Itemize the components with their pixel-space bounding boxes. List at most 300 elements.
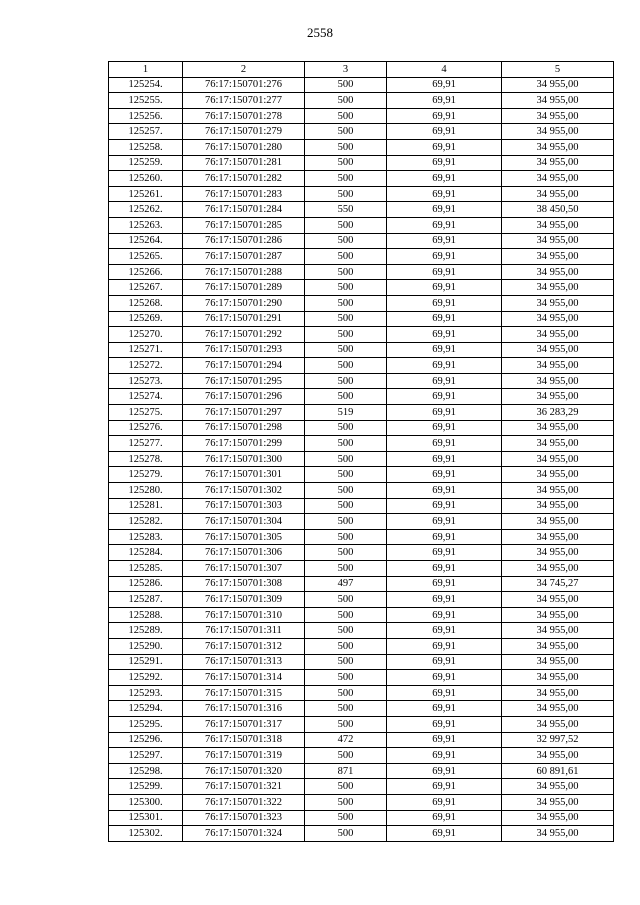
rate-cell: 69,91 [387,498,502,514]
row-number-cell: 125293. [109,685,183,701]
area-cell: 500 [305,311,387,327]
cadastral-number-cell: 76:17:150701:296 [183,389,305,405]
cadastral-number-cell: 76:17:150701:276 [183,77,305,93]
area-cell: 500 [305,186,387,202]
amount-cell: 34 955,00 [502,467,614,483]
rate-cell: 69,91 [387,545,502,561]
rate-cell: 69,91 [387,436,502,452]
area-cell: 550 [305,202,387,218]
table-row [109,561,614,577]
area-cell: 500 [305,529,387,545]
cadastral-number-cell: 76:17:150701:301 [183,467,305,483]
amount-cell: 34 955,00 [502,93,614,109]
amount-cell: 34 955,00 [502,124,614,140]
table-row [109,732,614,748]
rate-cell: 69,91 [387,701,502,717]
amount-cell: 36 283,29 [502,405,614,421]
table-row [109,607,614,623]
area-cell: 519 [305,405,387,421]
amount-cell: 34 955,00 [502,779,614,795]
rate-cell: 69,91 [387,93,502,109]
amount-cell: 34 955,00 [502,483,614,499]
row-number-cell: 125269. [109,311,183,327]
data-table [108,61,614,842]
row-number-cell: 125285. [109,561,183,577]
cadastral-number-cell: 76:17:150701:308 [183,576,305,592]
rate-cell: 69,91 [387,763,502,779]
cadastral-number-cell: 76:17:150701:314 [183,670,305,686]
table-row [109,77,614,93]
row-number-cell: 125292. [109,670,183,686]
cadastral-number-cell: 76:17:150701:290 [183,295,305,311]
rate-cell: 69,91 [387,327,502,343]
table-row [109,373,614,389]
table-row [109,139,614,155]
rate-cell: 69,91 [387,748,502,764]
cadastral-number-cell: 76:17:150701:280 [183,139,305,155]
table-header [109,62,614,78]
amount-cell: 34 955,00 [502,280,614,296]
table-row [109,295,614,311]
row-number-cell: 125296. [109,732,183,748]
amount-cell: 34 955,00 [502,77,614,93]
row-number-cell: 125262. [109,202,183,218]
cadastral-number-cell: 76:17:150701:313 [183,654,305,670]
area-cell: 500 [305,358,387,374]
column-header-2: 2 [183,62,305,78]
table-row [109,483,614,499]
area-cell: 500 [305,93,387,109]
row-number-cell: 125263. [109,217,183,233]
rate-cell: 69,91 [387,561,502,577]
amount-cell: 34 955,00 [502,638,614,654]
rate-cell: 69,91 [387,420,502,436]
table-row [109,327,614,343]
amount-cell: 34 955,00 [502,373,614,389]
area-cell: 500 [305,139,387,155]
row-number-cell: 125274. [109,389,183,405]
cadastral-number-cell: 76:17:150701:299 [183,436,305,452]
table-row [109,389,614,405]
area-cell: 500 [305,295,387,311]
amount-cell: 34 955,00 [502,794,614,810]
amount-cell: 34 955,00 [502,342,614,358]
area-cell: 500 [305,171,387,187]
area-cell: 500 [305,716,387,732]
rate-cell: 69,91 [387,280,502,296]
rate-cell: 69,91 [387,685,502,701]
area-cell: 500 [305,155,387,171]
table-row [109,124,614,140]
cadastral-number-cell: 76:17:150701:281 [183,155,305,171]
table-row [109,654,614,670]
area-cell: 500 [305,498,387,514]
cadastral-number-cell: 76:17:150701:324 [183,826,305,842]
rate-cell: 69,91 [387,467,502,483]
cadastral-number-cell: 76:17:150701:316 [183,701,305,717]
rate-cell: 69,91 [387,358,502,374]
rate-cell: 69,91 [387,342,502,358]
area-cell: 500 [305,561,387,577]
cadastral-number-cell: 76:17:150701:291 [183,311,305,327]
area-cell: 500 [305,108,387,124]
area-cell: 500 [305,264,387,280]
column-header-5: 5 [502,62,614,78]
cadastral-number-cell: 76:17:150701:282 [183,171,305,187]
cadastral-number-cell: 76:17:150701:288 [183,264,305,280]
area-cell: 500 [305,748,387,764]
row-number-cell: 125294. [109,701,183,717]
row-number-cell: 125299. [109,779,183,795]
table-row [109,155,614,171]
cadastral-number-cell: 76:17:150701:318 [183,732,305,748]
table-row [109,311,614,327]
cadastral-number-cell: 76:17:150701:298 [183,420,305,436]
row-number-cell: 125288. [109,607,183,623]
row-number-cell: 125267. [109,280,183,296]
area-cell: 500 [305,483,387,499]
row-number-cell: 125302. [109,826,183,842]
column-header-4: 4 [387,62,502,78]
table-row [109,779,614,795]
table-row [109,810,614,826]
rate-cell: 69,91 [387,623,502,639]
amount-cell: 34 955,00 [502,716,614,732]
rate-cell: 69,91 [387,249,502,265]
table-row [109,436,614,452]
row-number-cell: 125259. [109,155,183,171]
row-number-cell: 125297. [109,748,183,764]
amount-cell: 34 955,00 [502,545,614,561]
area-cell: 500 [305,607,387,623]
rate-cell: 69,91 [387,373,502,389]
area-cell: 500 [305,592,387,608]
table-row [109,826,614,842]
table-row [109,623,614,639]
amount-cell: 34 955,00 [502,155,614,171]
row-number-cell: 125266. [109,264,183,280]
row-number-cell: 125256. [109,108,183,124]
amount-cell: 38 450,50 [502,202,614,218]
row-number-cell: 125270. [109,327,183,343]
area-cell: 500 [305,389,387,405]
area-cell: 500 [305,670,387,686]
page-number: 2558 [307,25,333,40]
rate-cell: 69,91 [387,607,502,623]
table-row [109,716,614,732]
amount-cell: 34 745,27 [502,576,614,592]
table-row [109,358,614,374]
cadastral-number-cell: 76:17:150701:285 [183,217,305,233]
row-number-cell: 125287. [109,592,183,608]
rate-cell: 69,91 [387,483,502,499]
area-cell: 500 [305,794,387,810]
area-cell: 500 [305,545,387,561]
amount-cell: 34 955,00 [502,295,614,311]
area-cell: 500 [305,249,387,265]
rate-cell: 69,91 [387,732,502,748]
amount-cell: 34 955,00 [502,514,614,530]
area-cell: 500 [305,436,387,452]
rate-cell: 69,91 [387,779,502,795]
table-row [109,202,614,218]
row-number-cell: 125282. [109,514,183,530]
table-row [109,685,614,701]
cadastral-number-cell: 76:17:150701:286 [183,233,305,249]
amount-cell: 32 997,52 [502,732,614,748]
cadastral-number-cell: 76:17:150701:295 [183,373,305,389]
amount-cell: 34 955,00 [502,311,614,327]
row-number-cell: 125298. [109,763,183,779]
amount-cell: 34 955,00 [502,249,614,265]
table-row [109,763,614,779]
cadastral-number-cell: 76:17:150701:302 [183,483,305,499]
rate-cell: 69,91 [387,124,502,140]
cadastral-number-cell: 76:17:150701:307 [183,561,305,577]
rate-cell: 69,91 [387,451,502,467]
cadastral-number-cell: 76:17:150701:297 [183,405,305,421]
table-row [109,498,614,514]
area-cell: 500 [305,826,387,842]
table-row [109,576,614,592]
table-row [109,467,614,483]
rate-cell: 69,91 [387,794,502,810]
rate-cell: 69,91 [387,389,502,405]
rate-cell: 69,91 [387,233,502,249]
amount-cell: 34 955,00 [502,358,614,374]
area-cell: 500 [305,233,387,249]
area-cell: 500 [305,654,387,670]
row-number-cell: 125291. [109,654,183,670]
cadastral-number-cell: 76:17:150701:277 [183,93,305,109]
area-cell: 500 [305,514,387,530]
cadastral-number-cell: 76:17:150701:303 [183,498,305,514]
cadastral-number-cell: 76:17:150701:293 [183,342,305,358]
amount-cell: 34 955,00 [502,826,614,842]
row-number-cell: 125278. [109,451,183,467]
amount-cell: 34 955,00 [502,451,614,467]
cadastral-number-cell: 76:17:150701:315 [183,685,305,701]
cadastral-number-cell: 76:17:150701:320 [183,763,305,779]
row-number-cell: 125268. [109,295,183,311]
amount-cell: 34 955,00 [502,685,614,701]
area-cell: 500 [305,77,387,93]
table-row [109,545,614,561]
rate-cell: 69,91 [387,514,502,530]
area-cell: 500 [305,810,387,826]
row-number-cell: 125290. [109,638,183,654]
cadastral-number-cell: 76:17:150701:319 [183,748,305,764]
table-row [109,217,614,233]
table-row [109,670,614,686]
table-row [109,171,614,187]
row-number-cell: 125272. [109,358,183,374]
table-row [109,514,614,530]
rate-cell: 69,91 [387,264,502,280]
rate-cell: 69,91 [387,295,502,311]
table-row [109,342,614,358]
amount-cell: 34 955,00 [502,327,614,343]
rate-cell: 69,91 [387,139,502,155]
rate-cell: 69,91 [387,108,502,124]
table-row [109,264,614,280]
area-cell: 500 [305,420,387,436]
row-number-cell: 125255. [109,93,183,109]
cadastral-number-cell: 76:17:150701:306 [183,545,305,561]
cadastral-number-cell: 76:17:150701:284 [183,202,305,218]
rate-cell: 69,91 [387,592,502,608]
area-cell: 500 [305,280,387,296]
amount-cell: 34 955,00 [502,139,614,155]
area-cell: 871 [305,763,387,779]
row-number-cell: 125273. [109,373,183,389]
cadastral-number-cell: 76:17:150701:279 [183,124,305,140]
row-number-cell: 125279. [109,467,183,483]
table-row [109,451,614,467]
table-row [109,249,614,265]
area-cell: 500 [305,701,387,717]
row-number-cell: 125257. [109,124,183,140]
row-number-cell: 125283. [109,529,183,545]
area-cell: 500 [305,124,387,140]
cadastral-number-cell: 76:17:150701:289 [183,280,305,296]
table-row [109,420,614,436]
area-cell: 500 [305,373,387,389]
table-row [109,93,614,109]
area-cell: 500 [305,467,387,483]
amount-cell: 34 955,00 [502,420,614,436]
table-row [109,108,614,124]
row-number-cell: 125260. [109,171,183,187]
table-row [109,405,614,421]
row-number-cell: 125301. [109,810,183,826]
row-number-cell: 125264. [109,233,183,249]
row-number-cell: 125276. [109,420,183,436]
amount-cell: 34 955,00 [502,592,614,608]
rate-cell: 69,91 [387,155,502,171]
row-number-cell: 125295. [109,716,183,732]
amount-cell: 34 955,00 [502,670,614,686]
cadastral-number-cell: 76:17:150701:311 [183,623,305,639]
cadastral-number-cell: 76:17:150701:300 [183,451,305,467]
rate-cell: 69,91 [387,654,502,670]
table-row [109,186,614,202]
table-row [109,638,614,654]
amount-cell: 34 955,00 [502,810,614,826]
amount-cell: 34 955,00 [502,654,614,670]
rate-cell: 69,91 [387,171,502,187]
amount-cell: 34 955,00 [502,217,614,233]
rate-cell: 69,91 [387,311,502,327]
rate-cell: 69,91 [387,638,502,654]
row-number-cell: 125265. [109,249,183,265]
table-row [109,794,614,810]
area-cell: 500 [305,638,387,654]
rate-cell: 69,91 [387,77,502,93]
rate-cell: 69,91 [387,826,502,842]
row-number-cell: 125275. [109,405,183,421]
row-number-cell: 125300. [109,794,183,810]
amount-cell: 34 955,00 [502,233,614,249]
rate-cell: 69,91 [387,202,502,218]
amount-cell: 34 955,00 [502,529,614,545]
amount-cell: 34 955,00 [502,607,614,623]
rate-cell: 69,91 [387,405,502,421]
amount-cell: 34 955,00 [502,171,614,187]
area-cell: 500 [305,779,387,795]
cadastral-number-cell: 76:17:150701:310 [183,607,305,623]
rate-cell: 69,91 [387,576,502,592]
table-row [109,233,614,249]
amount-cell: 34 955,00 [502,186,614,202]
cadastral-number-cell: 76:17:150701:278 [183,108,305,124]
amount-cell: 34 955,00 [502,389,614,405]
row-number-cell: 125281. [109,498,183,514]
row-number-cell: 125254. [109,77,183,93]
amount-cell: 60 891,61 [502,763,614,779]
cadastral-number-cell: 76:17:150701:283 [183,186,305,202]
amount-cell: 34 955,00 [502,264,614,280]
cadastral-number-cell: 76:17:150701:323 [183,810,305,826]
cadastral-number-cell: 76:17:150701:317 [183,716,305,732]
cadastral-number-cell: 76:17:150701:312 [183,638,305,654]
rate-cell: 69,91 [387,810,502,826]
table-row [109,701,614,717]
table-row [109,280,614,296]
row-number-cell: 125286. [109,576,183,592]
area-cell: 500 [305,217,387,233]
row-number-cell: 125271. [109,342,183,358]
table-row [109,529,614,545]
table-row [109,748,614,764]
table-body [109,77,614,841]
row-number-cell: 125284. [109,545,183,561]
row-number-cell: 125258. [109,139,183,155]
header-row [109,62,614,78]
amount-cell: 34 955,00 [502,623,614,639]
row-number-cell: 125289. [109,623,183,639]
cadastral-number-cell: 76:17:150701:322 [183,794,305,810]
area-cell: 472 [305,732,387,748]
rate-cell: 69,91 [387,716,502,732]
cadastral-number-cell: 76:17:150701:292 [183,327,305,343]
area-cell: 500 [305,327,387,343]
amount-cell: 34 955,00 [502,108,614,124]
area-cell: 500 [305,342,387,358]
amount-cell: 34 955,00 [502,701,614,717]
amount-cell: 34 955,00 [502,748,614,764]
amount-cell: 34 955,00 [502,561,614,577]
amount-cell: 34 955,00 [502,498,614,514]
cadastral-number-cell: 76:17:150701:305 [183,529,305,545]
rate-cell: 69,91 [387,670,502,686]
row-number-cell: 125261. [109,186,183,202]
row-number-cell: 125277. [109,436,183,452]
row-number-cell: 125280. [109,483,183,499]
table-row [109,592,614,608]
area-cell: 500 [305,623,387,639]
rate-cell: 69,91 [387,217,502,233]
rate-cell: 69,91 [387,529,502,545]
area-cell: 497 [305,576,387,592]
cadastral-number-cell: 76:17:150701:309 [183,592,305,608]
cadastral-number-cell: 76:17:150701:304 [183,514,305,530]
column-header-1: 1 [109,62,183,78]
rate-cell: 69,91 [387,186,502,202]
cadastral-number-cell: 76:17:150701:294 [183,358,305,374]
cadastral-number-cell: 76:17:150701:321 [183,779,305,795]
cadastral-number-cell: 76:17:150701:287 [183,249,305,265]
